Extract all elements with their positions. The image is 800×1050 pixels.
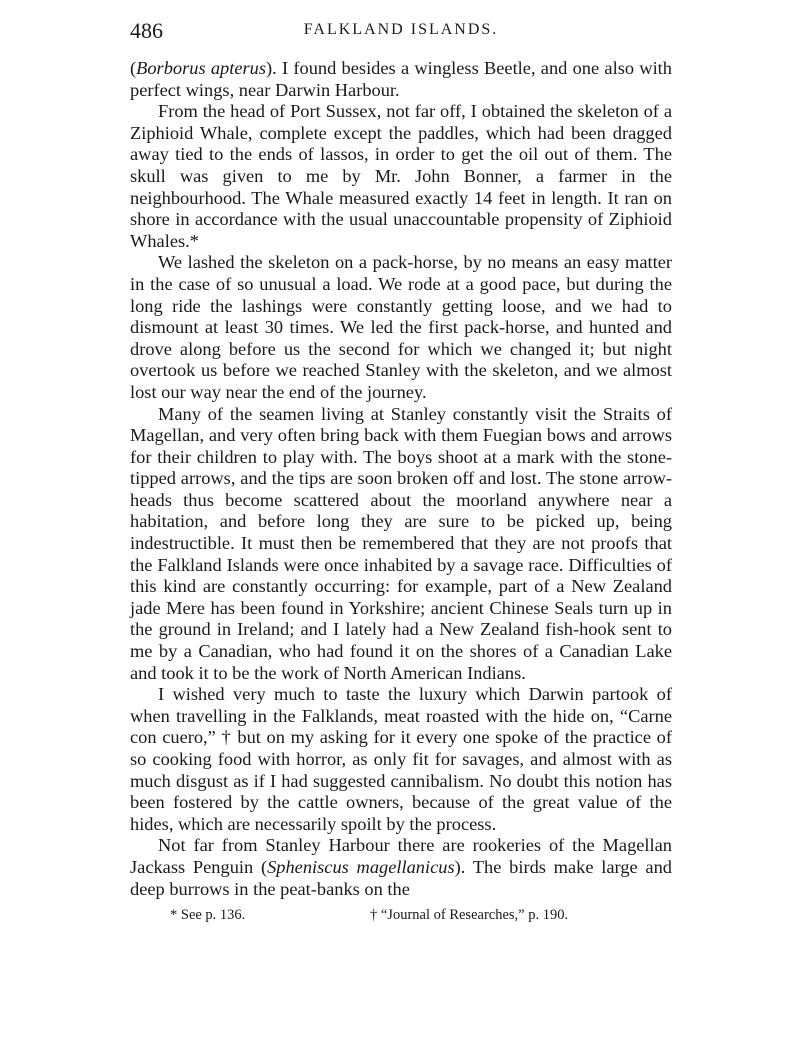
paragraph-5: I wished very much to taste the luxury which Darwin partook of when travelling in the Falklands, meat roasted with the hide on, “Carne con cuero,” † but on my asking for it every one spoke of the practice of so cooking food with horror, as only fit for savages, and almost with as much disgust as if I had suggested cannibalism. No doubt this notion has been fostered by the cattle owners, because of the great value of the hides, which are necessarily spoilt by the process. (130, 684, 672, 834)
species-name-borborus: Borborus apterus (136, 58, 267, 78)
paragraph-2: From the head of Port Sussex, not far off, I obtained the skeleton of a Ziphioid Whale, complete except the paddles, which had been dragged away tied to the ends of lassos, in order to get the oil out of them. The skull was given to me by Mr. John Bonner, a farmer in the neighbourhood. The Whale measured exactly 14 feet in length. It ran on shore in accordance with the usual unaccountable propensity of Ziphioid Whales.* (130, 101, 672, 251)
footnote-1: * See p. 136. (170, 907, 246, 924)
footnote-2: † “Journal of Researches,” p. 190. (370, 907, 569, 924)
running-head: FALKLAND ISLANDS. (303, 21, 499, 38)
species-name-spheniscus: Spheniscus magellanicus (267, 856, 455, 877)
paragraph-1-post: ). I found besides a wingless Beetle, and one also with perfect wings, near Darwin Harbour. (130, 58, 672, 100)
paragraph-3: We lashed the skeleton on a pack-horse, by no means an easy matter in the case of so unusual a load. We rode at a good pace, but during the long ride the lashings were constantly getting loose, and we had to dismount at least 30 times. We led the first pack-horse, and hunted and drove along before us the second for which we changed it; but night overtook us before we reached Stanley with the skeleton, and we almost lost our way near the end of the journey. (130, 252, 672, 402)
paragraph-1 (130, 58, 672, 101)
page-header (130, 18, 672, 48)
body-text (130, 58, 672, 900)
paragraph-6-pre: Not far from Stanley Harbour there are rookeries of the Magellan Jackass Penguin ( (130, 835, 672, 877)
page-number: 486 (130, 18, 163, 43)
paragraph-6 (130, 835, 672, 900)
paragraph-1-pre: ( (130, 58, 137, 78)
paragraph-6-post: ). The birds make large and deep burrows in the peat-banks on the (130, 856, 672, 899)
book-page (130, 18, 672, 926)
paragraph-4: Many of the seamen living at Stanley constantly visit the Straits of Magellan, and very often bring back with them Fuegian bows and arrows for their children to play with. The boys shoot at a mark with the stone-tipped arrows, and the tips are soon broken off and lost. The stone arrow-heads thus become scattered about the moorland anywhere near a habitation, and before long they are sure to be picked up, being indestructible. It must then be remembered that they are not proofs that the Falkland Islands were once inhabited by a savage race. Difficulties of this kind are constantly occurring: for example, part of a New Zealand jade Mere has been found in Yorkshire; ancient Chinese Seals turn up in the ground in Ireland; and I lately had a New Zealand fish-hook sent to me by a Canadian, who had found it on the shores of a Canadian Lake and took it to be the work of North American Indians. (130, 403, 672, 683)
footnotes (130, 906, 672, 926)
